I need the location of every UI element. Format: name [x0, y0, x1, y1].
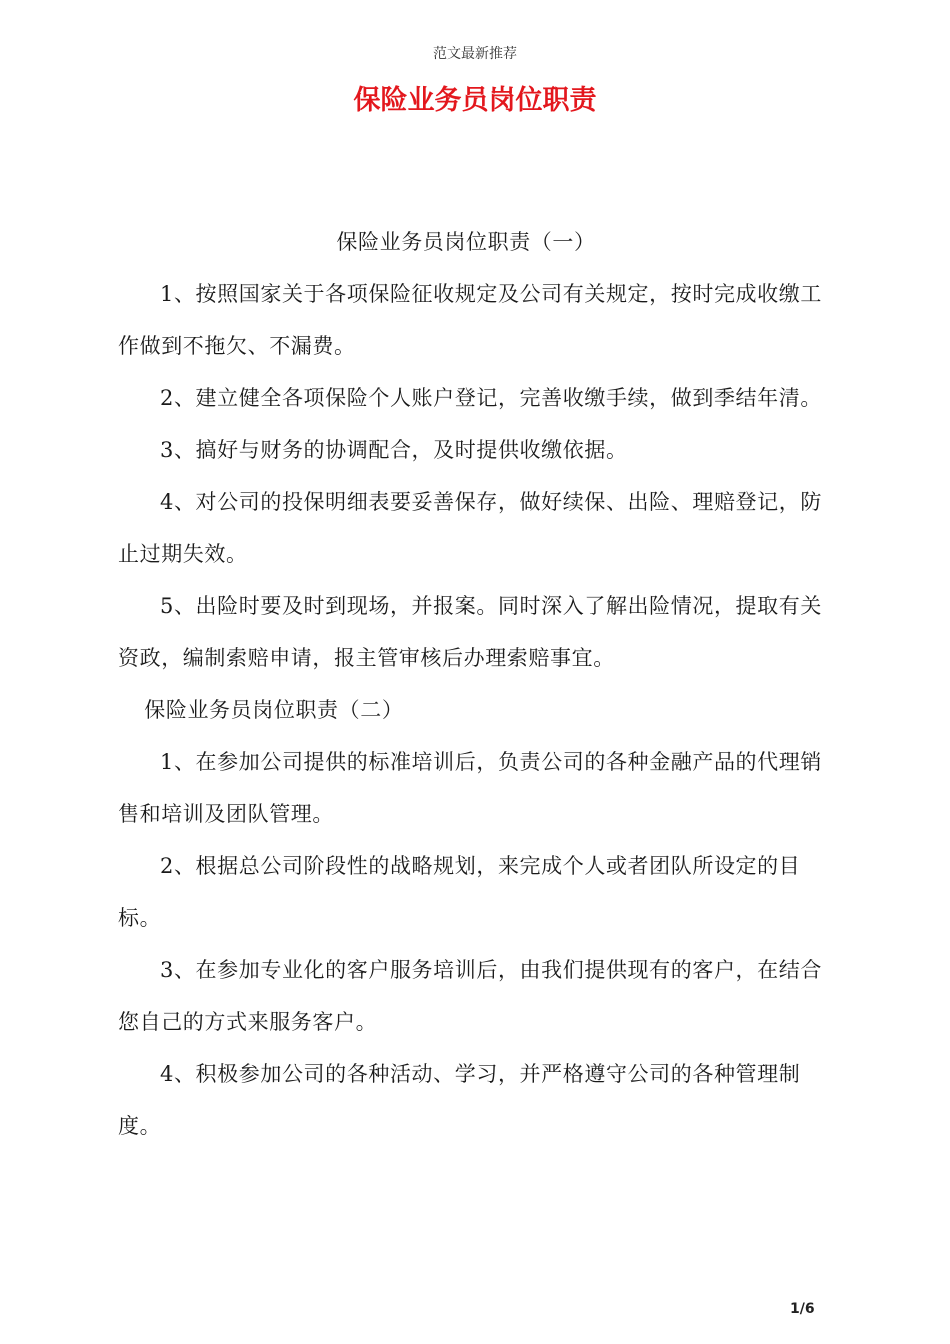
paragraph-1-5: 5、出险时要及时到现场，并报案。同时深入了解出险情况，提取有关资政，编制索赔申请，报主管审核后办理索赔事宜。 — [118, 594, 822, 670]
paragraph-2-2: 2、根据总公司阶段性的战略规划，来完成个人或者团队所设定的目标。 — [118, 854, 801, 930]
section-heading-1: 保险业务员岗位职责（一） — [336, 230, 596, 254]
paragraph-2-3: 3、在参加专业化的客户服务培训后，由我们提供现有的客户，在结合您自己的方式来服务客户。 — [118, 958, 822, 1034]
page-number: 1/6 — [790, 1301, 815, 1317]
paragraph-2-4: 4、积极参加公司的各种活动、学习，并严格遵守公司的各种管理制度。 — [118, 1062, 801, 1138]
paragraph-1-2: 2、建立健全各项保险个人账户登记，完善收缴手续，做到季结年清。 — [160, 386, 822, 410]
paragraph-1-3: 3、搞好与财务的协调配合，及时提供收缴依据。 — [160, 438, 628, 462]
document-title: 保险业务员岗位职责 — [353, 85, 597, 116]
paragraph-2-1: 1、在参加公司提供的标准培训后，负责公司的各种金融产品的代理销售和培训及团队管理。 — [118, 750, 822, 826]
document-body — [118, 216, 824, 1152]
page-header: 范文最新推荐 — [433, 46, 517, 62]
paragraph-1-1: 1、按照国家关于各项保险征收规定及公司有关规定，按时完成收缴工作做到不拖欠、不漏费。 — [118, 282, 822, 358]
section-heading-2: 保险业务员岗位职责（二） — [144, 698, 404, 722]
paragraph-1-4: 4、对公司的投保明细表要妥善保存，做好续保、出险、理赔登记，防止过期失效。 — [118, 490, 822, 566]
